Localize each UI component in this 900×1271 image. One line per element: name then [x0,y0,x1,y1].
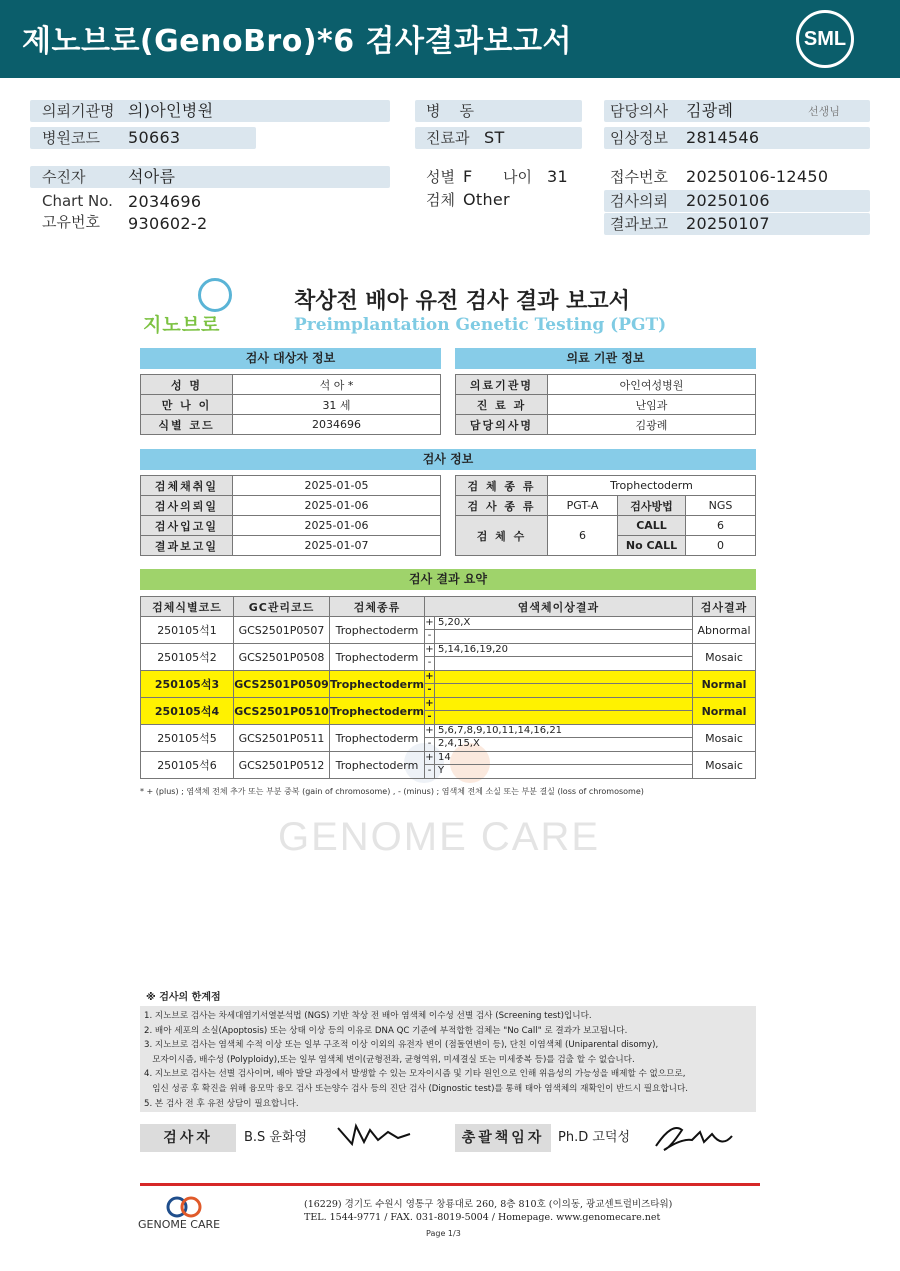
gc-code: GCS2501P0507 [234,617,330,644]
genobro-logo-text: 지노브로 [143,314,221,336]
id-label: 식별 코드 [141,415,233,435]
sample-type: Trophectoderm [330,752,425,779]
age-label-cell: 만 나 이 [141,395,233,415]
sex-value: F [463,167,473,186]
minus-value [435,657,692,670]
plus-sign: + [425,725,434,736]
plus-value: 14 [438,752,451,763]
gc-code: GCS2501P0509 [234,671,330,698]
doctor-suffix: 선생님 [808,105,840,118]
test-spec-table [455,475,756,556]
test-type-value: PGT-A [548,496,618,516]
doctor-value: 김광례 [686,101,734,120]
gc-code: GCS2501P0508 [234,644,330,671]
chart-label: Chart No. [42,192,113,210]
ward-label: 병 동 [426,102,475,120]
summary-head: 검사 결과 요약 [140,569,756,590]
genobro-logo-icon [198,278,232,312]
report-subtitle: Preimplantation Genetic Testing (PGT) [294,315,667,335]
tester-signature [334,1118,414,1154]
subject-table [140,374,441,435]
sample-id: 250105석1 [141,617,234,644]
limit-line: 3. 지노브로 검사는 염색체 수적 이상 또는 일부 구조적 이상 이외의 유전자 변이 (점돌연변이 등), 단친 이염색체 (Uniparental disomy), [144,1040,659,1051]
col-header: 검체식별코드 [141,597,234,617]
table-row [141,698,756,725]
genome-care-logo-text: GENOME CARE [138,1218,221,1231]
age-value: 31 [547,167,568,186]
plus-value: 5,20,X [438,617,471,628]
clinical-label: 임상정보 [610,129,668,147]
test-result: Normal [693,698,756,725]
collect-label: 검체채취일 [141,476,233,496]
minus-value: 2,4,15,X [438,738,480,749]
subject-info-head: 검사 대상자 정보 [140,348,441,369]
spec-type-value: Trophectoderm [548,476,756,496]
inst-value: 아인여성병원 [548,375,756,395]
table-row [141,617,756,644]
sample-id: 250105석5 [141,725,234,752]
minus-sign: - [425,711,435,724]
chromosome-result [425,698,693,725]
doc-label: 담당의사명 [456,415,548,435]
col-header: 염색체이상결과 [425,597,693,617]
patient-value: 석아름 [128,167,176,186]
dept-value: ST [484,128,505,147]
minus-sign: - [425,630,435,643]
sml-logo-text: SML [803,28,847,50]
genobro-logo [143,276,253,336]
minus-sign: - [425,684,435,697]
header-bar [0,0,900,78]
unique-value: 930602-2 [128,214,208,233]
chart-value: 2034696 [128,192,202,211]
nocall-label: No CALL [618,536,686,556]
hospital-code-value: 50663 [128,128,181,147]
summary-table [140,596,756,779]
clinical-value: 2814546 [686,128,760,147]
minus-value [435,684,692,697]
limit-line: 4. 지노브로 검사는 선별 검사이며, 배아 발달 과정에서 발생할 수 있는 모자이시즘 및 기타 원인으로 인해 위음성의 가능성을 배제할 수 없으므로, [144,1069,686,1080]
age-label: 나이 [503,168,532,186]
sample-id: 250105석3 [141,671,234,698]
col-header: GC관리코드 [234,597,330,617]
in-value: 2025-01-06 [233,516,441,536]
nocall-value: 0 [686,536,756,556]
limit-line: 5. 본 검사 전 후 유전 상담이 필요합니다. [144,1098,299,1109]
spec-type-label: 검 체 종 류 [456,476,548,496]
sample-type: Trophectoderm [330,617,425,644]
gc-code: GCS2501P0510 [234,698,330,725]
limits-box [140,1006,756,1112]
in-label: 검사입고일 [141,516,233,536]
report-header-title: 제노브로(GenoBro)*6 검사결과보고서 [22,24,572,59]
sample-type: Trophectoderm [330,671,425,698]
test-dates-table [140,475,441,556]
req-label: 검사의뢰일 [141,496,233,516]
table-row [141,725,756,752]
watermark-text: GENOME CARE [278,815,601,859]
institution-info-head: 의료 기관 정보 [455,348,756,369]
spec-count-label: 검 체 수 [456,516,548,556]
address-line: (16229) 경기도 수원시 영통구 창룡대로 260, 8층 810호 (이의동, 광교센트럴비즈타워) [304,1199,673,1210]
method-value: NGS [686,496,756,516]
chromosome-result [425,644,693,671]
unique-label: 고유번호 [42,213,100,231]
minus-sign: - [425,765,435,778]
rep-label: 결과보고일 [141,536,233,556]
minus-sign: - [425,657,435,670]
tester-name: B.S 윤화영 [244,1130,308,1145]
sample-id: 250105석6 [141,752,234,779]
sex-label: 성별 [426,168,455,186]
plus-value: 5,6,7,8,9,10,11,14,16,21 [438,725,563,736]
rep-value: 2025-01-07 [233,536,441,556]
director-label: 총괄책임자 [455,1124,551,1152]
genome-care-logo [136,1196,236,1236]
plus-value: 5,14,16,19,20 [438,644,508,655]
report-date-label: 결과보고 [610,215,668,233]
table-row [141,644,756,671]
limit-line: 임신 성공 후 확진을 위해 융모막 융모 검사 또는양수 검사 등의 진단 검사 (Dignostic test)를 통해 태아 염색체의 재확인이 반드시 필요합니다. [144,1083,688,1094]
institution-table [455,374,756,435]
plus-sign: + [425,644,434,655]
limit-line: 2. 배아 세포의 소실(Apoptosis) 또는 상태 이상 등의 이유로 DNA QC 기준에 부적합한 검체는 "No Call" 로 결과가 보고됩니다. [144,1025,628,1036]
specimen-label: 검체 [426,191,455,209]
report-date-value: 20250107 [686,214,770,233]
chromosome-result [425,752,693,779]
plus-value [435,671,692,683]
patient-label: 수진자 [42,168,86,186]
footer-divider [140,1183,760,1186]
chromosome-result [425,725,693,752]
minus-sign: - [425,738,435,751]
report-title: 착상전 배아 유전 검사 결과 보고서 [294,289,630,314]
sample-id: 250105석2 [141,644,234,671]
collect-value: 2025-01-05 [233,476,441,496]
plus-value [435,698,692,710]
col-header: 검사결과 [693,597,756,617]
chromosome-result [425,671,693,698]
plus-sign: + [425,617,434,628]
institution-value: 의)아인병원 [128,101,214,120]
footer-address [304,1198,672,1224]
call-value: 6 [686,516,756,536]
name-label: 성 명 [141,375,233,395]
specimen-value: Other [463,190,510,209]
page-number: Page 1/3 [426,1229,461,1238]
contact-line: TEL. 1544-9771 / FAX. 031-8019-5004 / Homepage. www.genomecare.net [304,1212,661,1223]
minus-value [435,711,692,724]
request-value: 20250106 [686,191,770,210]
gc-code: GCS2501P0512 [234,752,330,779]
test-result: Normal [693,671,756,698]
receipt-value: 20250106-12450 [686,167,829,186]
institution-label: 의뢰기관명 [42,102,115,120]
director-signature [652,1118,736,1154]
chromosome-result [425,617,693,644]
plus-sign: + [425,671,434,682]
test-info-head: 검사 정보 [140,449,756,470]
plus-sign: + [425,698,434,709]
limit-line: 1. 지노브로 검사는 차세대염기서열분석법 (NGS) 기반 착상 전 배아 염색체 이수성 선별 검사 (Screening test)입니다. [144,1011,592,1021]
test-result: Mosaic [693,725,756,752]
inst-label: 의료기관명 [456,375,548,395]
table-row [141,671,756,698]
method-label: 검사방법 [618,496,686,516]
request-label: 검사의뢰 [610,192,668,210]
limit-line: 모자이시즘, 배수성 (Polyploidy),또는 일부 염색체 변이(균형전좌, 균형역위, 미세결실 또는 미세중복 등)를 검출 할 수 없습니다. [144,1054,635,1065]
doctor-label: 담당의사 [610,102,668,120]
director-name: Ph.D 고덕성 [558,1130,631,1145]
minus-value [435,630,692,643]
gc-code: GCS2501P0511 [234,725,330,752]
sample-type: Trophectoderm [330,644,425,671]
req-value: 2025-01-06 [233,496,441,516]
table-row [141,752,756,779]
legend-note: * + (plus) ; 염색체 전체 추가 또는 부분 중복 (gain of chromosome) , - (minus) ; 염색체 전체 소실 또는 부분 결실 (loss of chromosome) [140,787,644,796]
sample-id: 250105석4 [141,698,234,725]
id-value: 2034696 [233,415,441,435]
dept-label-cell: 진 료 과 [456,395,548,415]
dept-label: 진료과 [426,129,470,147]
tester-label: 검사자 [140,1124,236,1152]
test-result: Mosaic [693,644,756,671]
test-result: Abnormal [693,617,756,644]
plus-sign: + [425,752,434,763]
receipt-label: 접수번호 [610,168,668,186]
test-type-label: 검 사 종 류 [456,496,548,516]
genome-care-logo-icon [164,1196,204,1218]
test-result: Mosaic [693,752,756,779]
spec-count-value: 6 [548,516,618,556]
hospital-code-label: 병원코드 [42,129,100,147]
minus-value: Y [438,765,445,776]
doc-value: 김광례 [548,415,756,435]
age-value-cell: 31 세 [233,395,441,415]
call-label: CALL [618,516,686,536]
sample-type: Trophectoderm [330,698,425,725]
col-header: 검체종류 [330,597,425,617]
name-value: 석 아 * [233,375,441,395]
sml-logo [796,10,854,68]
dept-value-cell: 난임과 [548,395,756,415]
limits-title: ※ 검사의 한계점 [146,992,221,1003]
sample-type: Trophectoderm [330,725,425,752]
